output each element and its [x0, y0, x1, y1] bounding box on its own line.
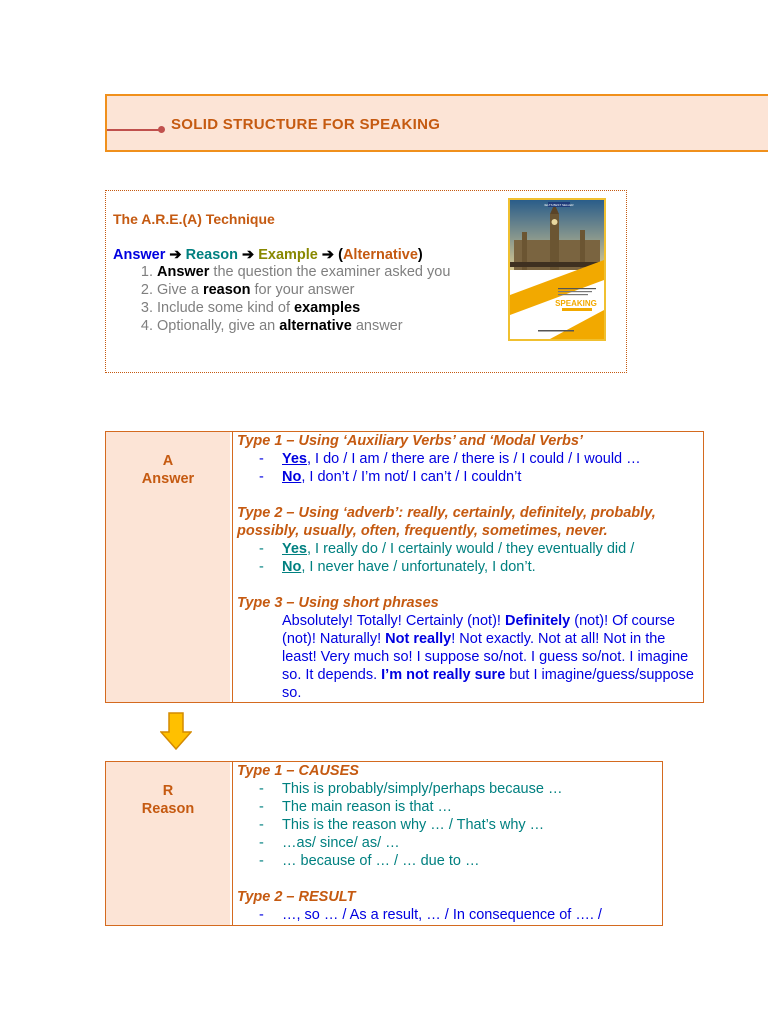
book-title: SPEAKING	[555, 299, 597, 308]
flow-reason: Reason	[185, 247, 238, 263]
list-item: - No, I don’t / I’m not/ I can’t / I couldn’t	[237, 468, 699, 486]
arrow-icon: ➔	[169, 247, 182, 263]
list-item: - Yes, I really do / I certainly would / they eventually did /	[237, 540, 699, 558]
technique-steps	[137, 263, 450, 335]
banner-title: SOLID STRUCTURE FOR SPEAKING	[171, 116, 441, 133]
short-phrases-paragraph: Absolutely! Totally! Certainly (not)! Definitely (not)! Of course (not)! Naturally! Not really! Not exactly. Not at all! Not in the least! Very much so! I suppose so/not. I guess so/not. I imagine so. It depends. I’m not really sure but I imagine/guess/suppose so.	[282, 613, 694, 701]
list-item: - The main reason is that …	[237, 798, 658, 816]
technique-box	[105, 190, 627, 373]
type1-heading: Type 1 – Using ‘Auxiliary Verbs’ and ‘Modal Verbs’	[237, 433, 583, 449]
banner-line	[107, 129, 161, 131]
list-item: - …as/ since/ as/ …	[237, 834, 658, 852]
step-item: 4. Optionally, give an alternative answer	[157, 317, 450, 335]
reason-content	[237, 762, 658, 924]
answer-label: Answer	[141, 471, 195, 487]
step-item: 3. Include some kind of examples	[157, 299, 450, 317]
reason-type2-heading: Type 2 – RESULT	[237, 889, 356, 905]
answer-label-cell	[106, 432, 231, 702]
answer-content	[237, 432, 699, 702]
flow-example: Example	[258, 247, 318, 263]
arrow-icon: ➔	[321, 247, 335, 263]
reason-letter: R	[162, 783, 174, 799]
reason-label: Reason	[141, 801, 195, 817]
step-item: 1. Answer the question the examiner asked you	[157, 263, 450, 281]
list-item: - No, I never have / unfortunately, I don’t.	[237, 558, 699, 576]
book-cover-image	[508, 198, 606, 341]
answer-letter: A	[162, 453, 174, 469]
technique-title: The A.R.E.(A) Technique	[113, 211, 275, 227]
arrow-icon: ➔	[242, 247, 255, 263]
technique-flow: Answer ➔ Reason ➔ Example ➔ (Alternative)	[113, 247, 423, 263]
list-item: - Yes, I do / I am / there are / there is / I could / I would …	[237, 450, 699, 468]
flow-alternative: Alternative	[342, 247, 418, 263]
list-item: - This is the reason why … / That’s why …	[237, 816, 658, 834]
step-item: 2. Give a reason for your answer	[157, 281, 450, 299]
banner-dot	[158, 126, 165, 133]
reason-type1-heading: Type 1 – CAUSES	[237, 763, 359, 779]
type3-heading: Type 3 – Using short phrases	[237, 595, 439, 611]
answer-table	[105, 431, 704, 703]
down-arrow-icon	[160, 712, 192, 750]
type2-heading: Type 2 – Using ‘adverb’: really, certainly, definitely, probably, possibly, usually, often, frequently, sometimes, never.	[237, 505, 656, 539]
section-banner	[105, 94, 768, 152]
book-cover-art	[510, 200, 604, 339]
list-item: - … because of … / … due to …	[237, 852, 658, 870]
reason-table	[105, 761, 663, 926]
flow-answer: Answer	[113, 247, 166, 263]
reason-label-cell	[106, 762, 231, 925]
list-item: - …, so … / As a result, … / In consequence of …. /	[237, 906, 658, 924]
list-item: - This is probably/simply/perhaps because …	[237, 780, 658, 798]
book-badge: IELTS BEST SELLER	[544, 203, 574, 207]
